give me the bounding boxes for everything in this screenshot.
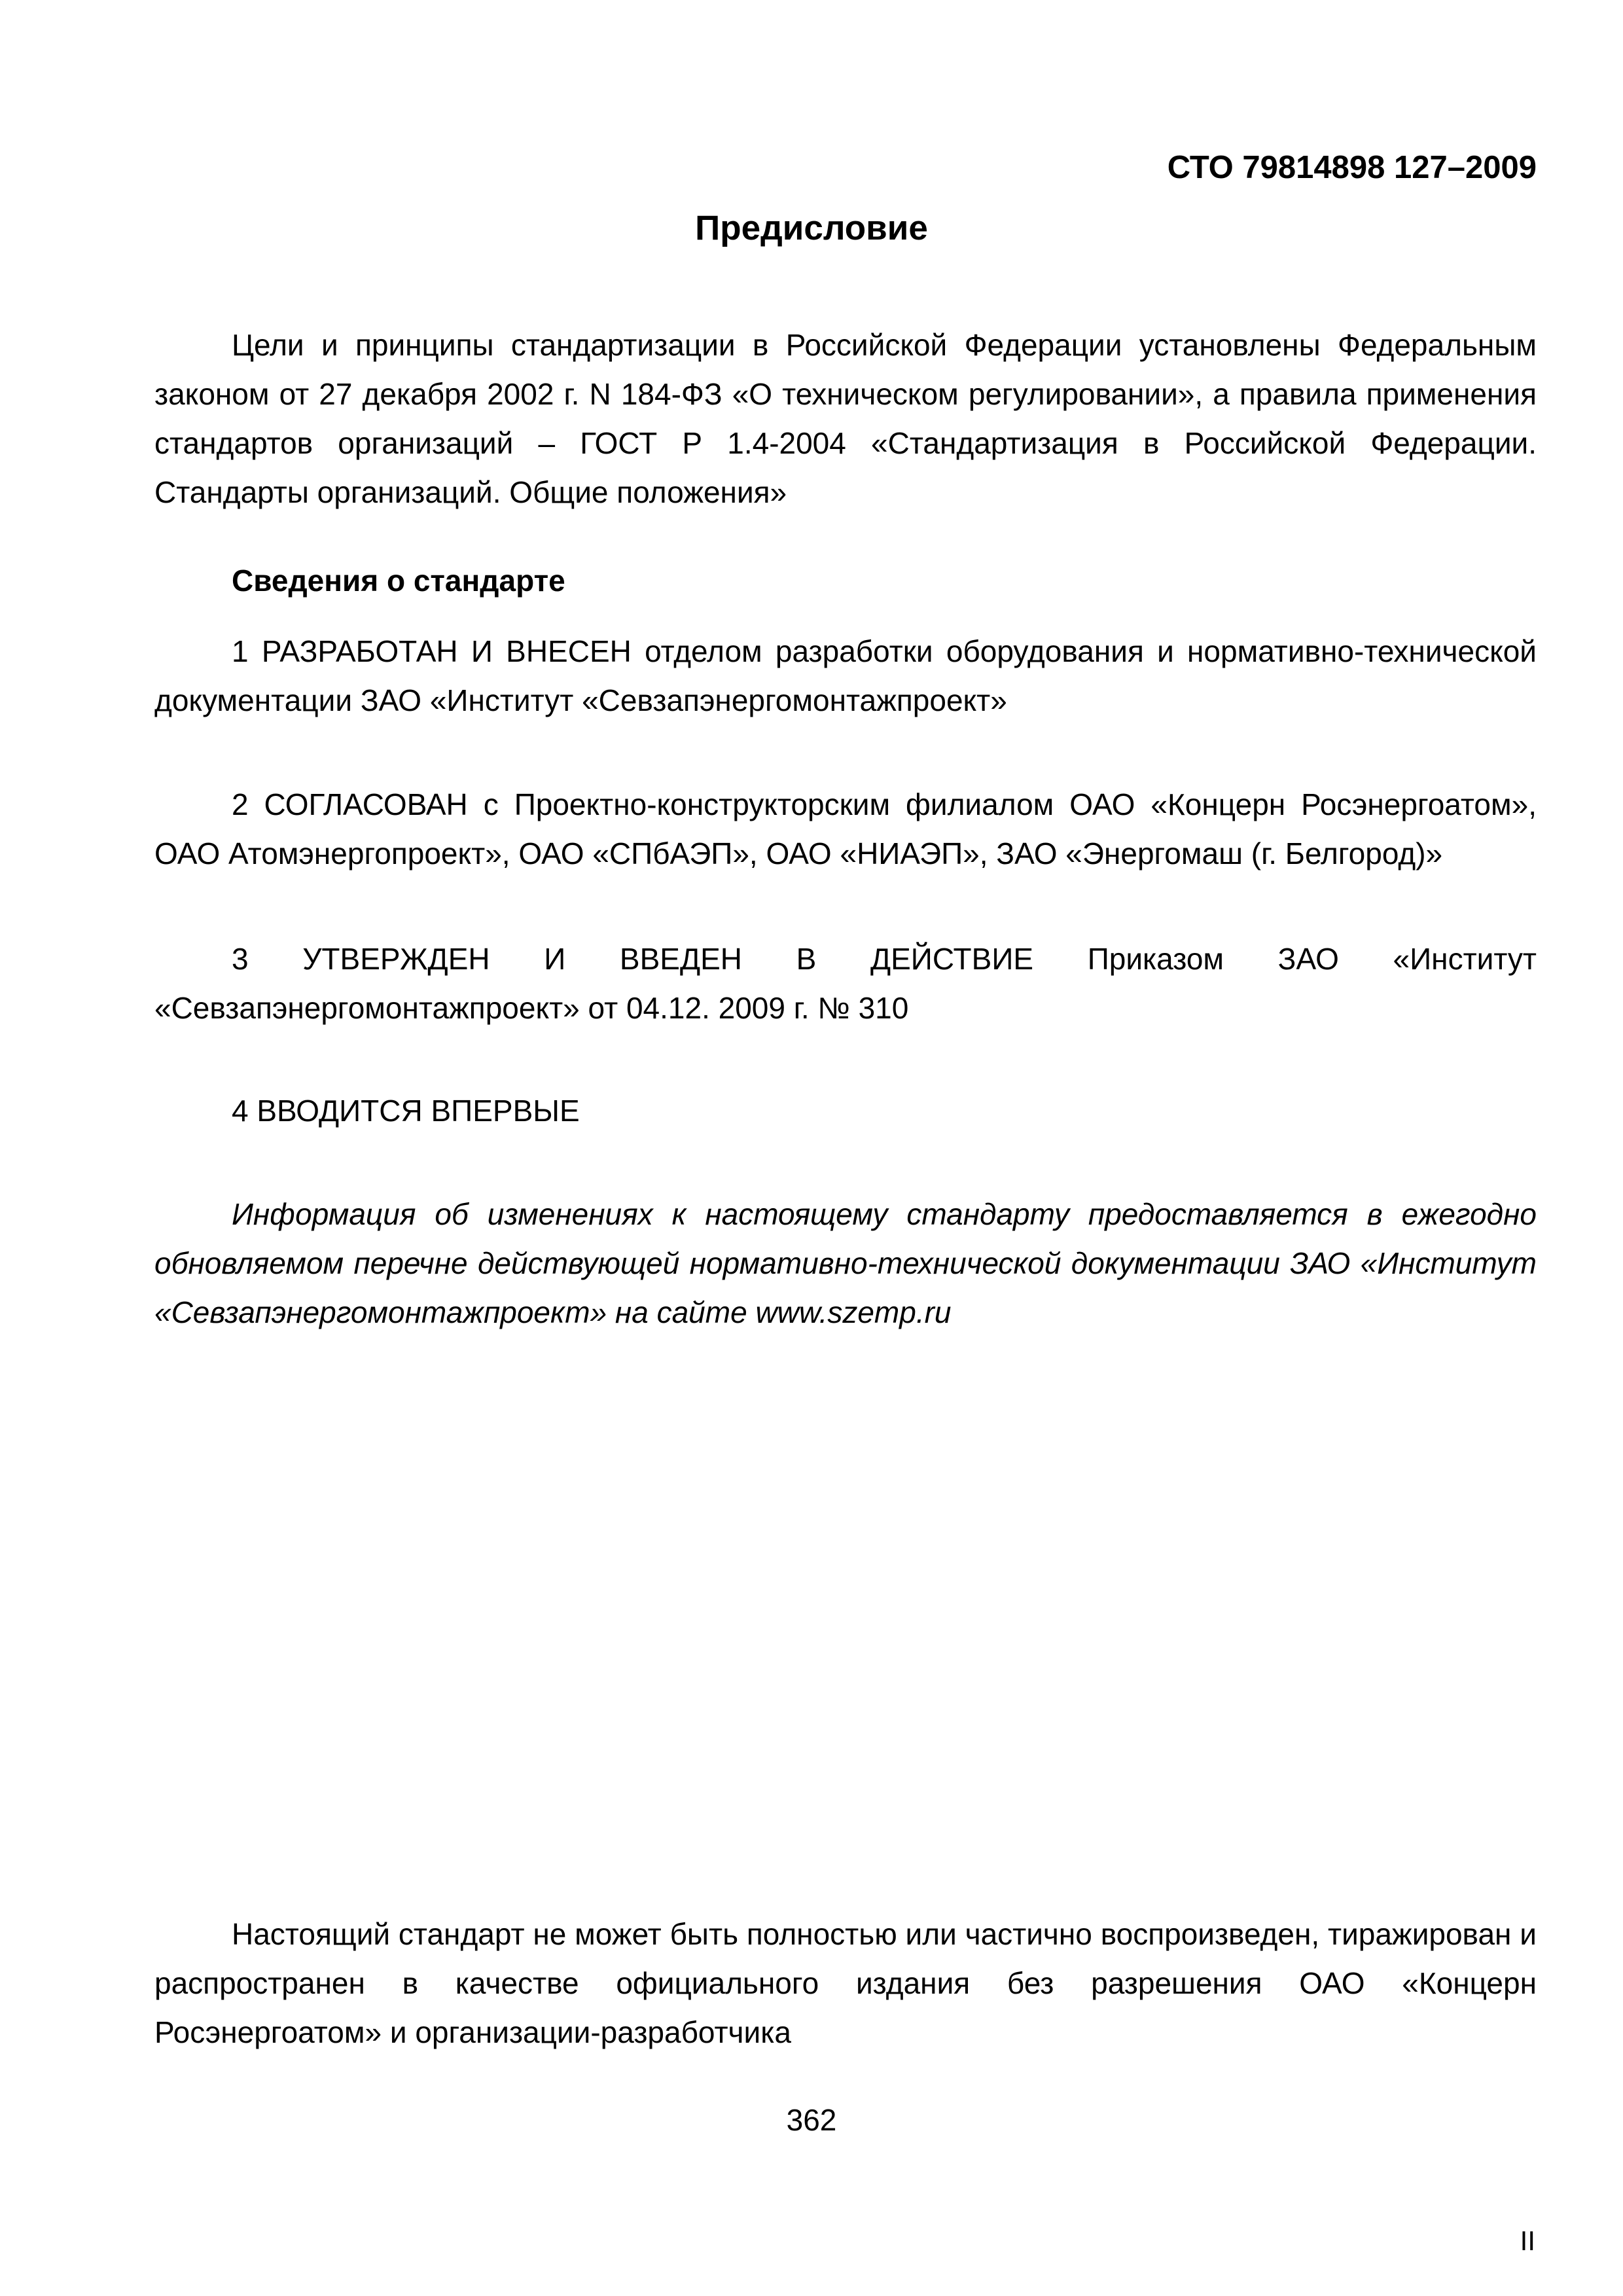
page-title: Предисловие xyxy=(695,209,928,247)
list-item-approved: 3 УТВЕРЖДЕН И ВВЕДЕН В ДЕЙСТВИЕ Приказом ЗАО «Институт «Севзапэнергомонтажпроект» от 04.12. 2009 г. № 310 xyxy=(154,942,1537,1025)
list-item-agreed: 2 СОГЛАСОВАН с Проектно-конструкторским филиалом ОАО «Концерн Росэнергоатом», ОАО Атомэнергопроект», ОАО «СПбАЭП», ОАО «НИАЭП», ЗАО «Энергомаш (г. Белгород)» xyxy=(154,787,1537,870)
section-title: Сведения о стандарте xyxy=(232,564,565,598)
intro-paragraph: Цели и принципы стандартизации в Российской Федерации установлены Федеральным законом от 27 декабря 2002 г. N 184-ФЗ «О техническом регулировании», а правила применения стандартов организаций – ГОСТ Р 1.4-2004 «Стандартизация в Российской Федерации. Стандарты организаций. Общие положения» xyxy=(154,328,1537,509)
list-item-developed: 1 РАЗРАБОТАН И ВНЕСЕН отделом разработки оборудования и нормативно-технической документации ЗАО «Институт «Севзапэнергомонтажпроект» xyxy=(154,634,1537,717)
copyright-notice: Настоящий стандарт не может быть полностью или частично воспроизведен, тиражирован и распространен в качестве официального издания без разрешения ОАО «Концерн Росэнергоатом» и организации-разработчика xyxy=(154,1917,1537,2049)
page-number: 362 xyxy=(786,2103,837,2137)
roman-page-number: II xyxy=(1520,2225,1535,2256)
document-code: СТО 79814898 127–2009 xyxy=(1167,150,1537,185)
changes-info-paragraph: Информация об изменениях к настоящему стандарту предоставляется в ежегодно обновляемом перечне действующей нормативно-технической документации ЗАО «Институт «Севзапэнергомонтажпроект» на сайте www.szemp.ru xyxy=(154,1197,1537,1329)
list-item-first-introduced: 4 ВВОДИТСЯ ВПЕРВЫЕ xyxy=(232,1094,580,1128)
